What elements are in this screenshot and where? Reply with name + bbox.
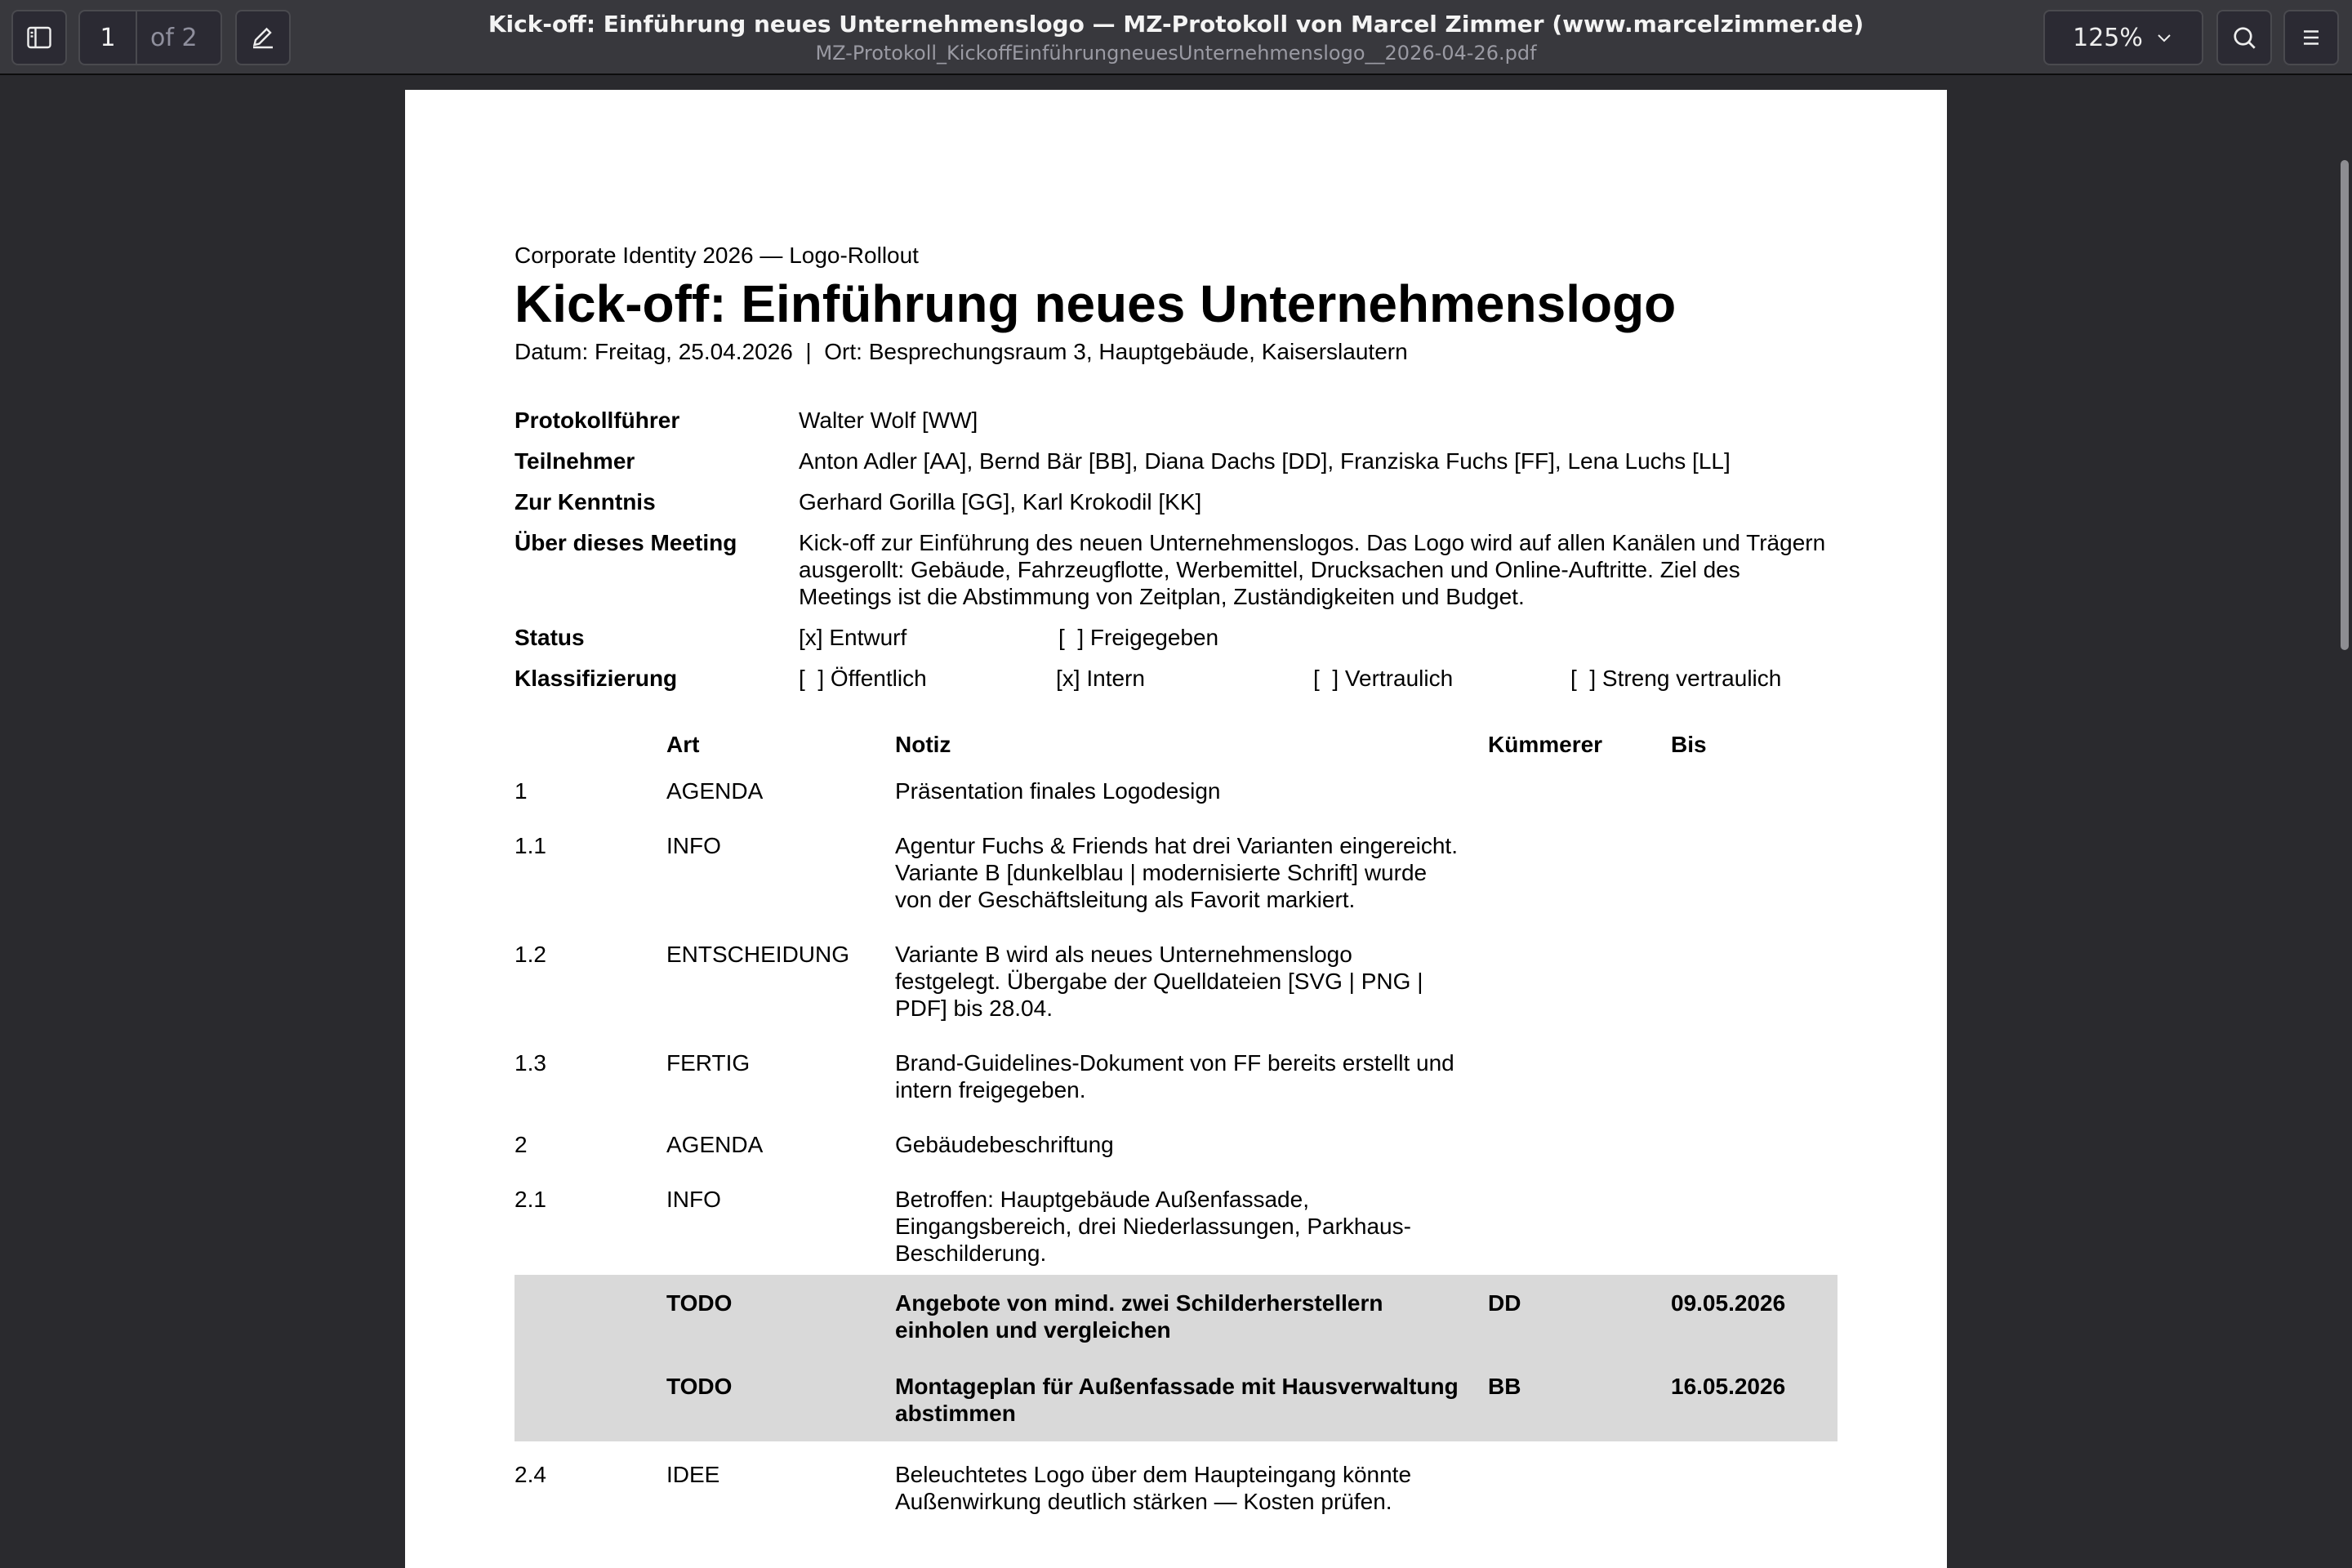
cell-nr: 1 (514, 778, 528, 804)
meta-label: Zur Kenntnis (514, 489, 656, 514)
cell-art: ENTSCHEIDUNG (666, 942, 850, 967)
meta-label: Klassifizierung (514, 666, 678, 691)
meta-label: Über dieses Meeting (514, 530, 737, 555)
klass-option: [ ] Öffentlich (799, 666, 927, 691)
cell-nr: 1.2 (514, 942, 546, 967)
cell-kuemmerer: DD (1488, 1275, 1671, 1358)
meta-value: Gerhard Gorilla [GG], Karl Krokodil [KK] (799, 489, 1202, 514)
col-header-kuemmerer: Kümmerer (1488, 732, 1603, 757)
cell-nr (514, 1275, 666, 1358)
search-button[interactable] (2216, 10, 2272, 65)
zoom-value: 125% (2073, 23, 2143, 52)
table-row-todo (514, 1275, 1838, 1358)
protocol-table (514, 731, 1838, 1543)
cell-nr: 1.3 (514, 1050, 546, 1076)
col-header-nr (514, 731, 666, 777)
meta-row-status (514, 624, 1838, 651)
page-total-label: of 2 (150, 23, 198, 52)
meta-value: Kick-off zur Einführung des neuen Unternehmenslogos. Das Logo wird auf allen Kanälen und Trägern ausgerollt: Gebäude, Fahrzeugflotte, Werbemittel, Drucksachen und Online-Auftritte. Ziel des Meetings ist die Abstimmung von Zeitplan, Zuständigkeiten und Budget. (799, 530, 1826, 609)
meta-row-teilnehmer (514, 448, 1838, 474)
chevron-down-icon (2154, 28, 2174, 47)
col-header-notiz: Notiz (895, 732, 951, 757)
table-header-row (514, 731, 1838, 777)
cell-bis (1671, 1049, 1838, 1131)
cell-art: AGENDA (666, 1132, 764, 1157)
table-row (514, 1441, 1838, 1543)
klass-option: [ ] Vertraulich (1313, 666, 1454, 691)
cell-bis (1671, 832, 1838, 941)
cell-art: INFO (666, 1187, 721, 1212)
annotate-button[interactable] (235, 10, 291, 65)
doc-dateline: Datum: Freitag, 25.04.2026 | Ort: Besprechungsraum 3, Hauptgebäude, Kaiserslautern (514, 339, 1408, 364)
cell-art: AGENDA (666, 778, 764, 804)
cell-notiz: Montageplan für Außenfassade mit Hausverwaltung abstimmen (895, 1358, 1488, 1441)
cell-art: IDEE (666, 1462, 720, 1487)
cell-nr: 2 (514, 1132, 528, 1157)
klass-option: [x] Intern (1056, 666, 1145, 691)
col-header-bis: Bis (1671, 732, 1707, 757)
cell-notiz: Präsentation finales Logodesign (895, 778, 1221, 804)
hamburger-menu-icon (2296, 23, 2326, 52)
cell-kuemmerer (1488, 1131, 1671, 1186)
cell-bis (1671, 1186, 1838, 1275)
cell-bis: 09.05.2026 (1671, 1275, 1838, 1358)
table-row (514, 941, 1838, 1049)
cell-kuemmerer (1488, 777, 1671, 832)
klassifizierung-options (799, 665, 1828, 692)
sidebar-toggle-button[interactable] (11, 10, 67, 65)
cell-bis (1671, 1441, 1838, 1543)
cell-art: TODO (666, 1358, 895, 1441)
pen-icon (248, 23, 278, 52)
meta-label: Status (514, 625, 585, 650)
status-option: [x] Entwurf (799, 625, 907, 650)
cell-notiz: Agentur Fuchs & Friends hat drei Varianten eingereicht. Variante B [dunkelblau | modernisierte Schrift] wurde von der Geschäftsleitung als Favorit markiert. (895, 833, 1458, 912)
cell-bis (1671, 1131, 1838, 1186)
cell-kuemmerer (1488, 1186, 1671, 1275)
cell-kuemmerer: BB (1488, 1358, 1671, 1441)
table-row-todo (514, 1358, 1838, 1441)
table-row (514, 1049, 1838, 1131)
cell-nr: 2.4 (514, 1462, 546, 1487)
table-row (514, 777, 1838, 832)
sidebar-icon (24, 23, 54, 52)
cell-notiz: Betroffen: Hauptgebäude Außenfassade, Eingangsbereich, drei Niederlassungen, Parkhaus-Beschilderung. (895, 1187, 1411, 1266)
cell-kuemmerer (1488, 1441, 1671, 1543)
cell-nr (514, 1358, 666, 1441)
cell-notiz: Beleuchtetes Logo über dem Haupteingang könnte Außenwirkung deutlich stärken — Kosten prüfen. (895, 1462, 1412, 1514)
zoom-select[interactable] (2043, 10, 2203, 65)
cell-art: TODO (666, 1275, 895, 1358)
search-icon (2230, 23, 2259, 52)
page-number-input[interactable]: 1 (80, 11, 137, 64)
col-header-art: Art (666, 732, 700, 757)
cell-notiz: Brand-Guidelines-Dokument von FF bereits erstellt und intern freigegeben. (895, 1050, 1454, 1102)
doc-title: Kick-off: Einführung neues Unternehmenslogo (514, 274, 1677, 333)
document-title: Kick-off: Einführung neues Unternehmenslogo — MZ-Protokoll von Marcel Zimmer (www.marcelzimmer.de) (488, 11, 1864, 38)
doc-subtitle: Corporate Identity 2026 — Logo-Rollout (514, 243, 919, 268)
table-row (514, 832, 1838, 941)
cell-notiz: Gebäudebeschriftung (895, 1132, 1114, 1157)
meta-block (514, 407, 1838, 692)
document-viewer[interactable] (0, 77, 2352, 1568)
meta-row-klassifizierung (514, 665, 1838, 692)
cell-bis (1671, 941, 1838, 1049)
document-title-area (294, 8, 2058, 65)
cell-nr: 1.1 (514, 833, 546, 858)
cell-notiz: Angebote von mind. zwei Schilderherstellern einholen und vergleichen (895, 1275, 1488, 1358)
cell-nr: 2.1 (514, 1187, 546, 1212)
cell-bis: 16.05.2026 (1671, 1358, 1838, 1441)
viewer-toolbar (0, 0, 2352, 75)
cell-notiz: Variante B wird als neues Unternehmenslogo festgelegt. Übergabe der Quelldateien [SVG | PNG | PDF] bis 28.04. (895, 942, 1423, 1021)
klass-option: [ ] Streng vertraulich (1570, 666, 1782, 691)
cell-art: FERTIG (666, 1050, 751, 1076)
cell-art: INFO (666, 833, 721, 858)
table-row (514, 1186, 1838, 1275)
meta-row-protokoll (514, 407, 1838, 434)
table-row (514, 1131, 1838, 1186)
vertical-scrollbar[interactable] (2341, 160, 2349, 650)
meta-row-kenntnis (514, 488, 1838, 515)
cell-kuemmerer (1488, 941, 1671, 1049)
cell-bis (1671, 777, 1838, 832)
pdf-page (405, 90, 1947, 1568)
menu-button[interactable] (2283, 10, 2339, 65)
status-option: [ ] Freigegeben (1058, 625, 1219, 650)
meta-label: Protokollführer (514, 408, 680, 433)
cell-kuemmerer (1488, 832, 1671, 941)
cell-kuemmerer (1488, 1049, 1671, 1131)
meta-label: Teilnehmer (514, 448, 635, 474)
meta-value: Walter Wolf [WW] (799, 408, 978, 433)
status-options (799, 624, 1828, 651)
page-content (514, 242, 1838, 1543)
meta-value: Anton Adler [AA], Bernd Bär [BB], Diana Dachs [DD], Franziska Fuchs [FF], Lena Luchs [LL] (799, 448, 1731, 474)
meta-row-about (514, 529, 1838, 610)
document-filename: MZ-Protokoll_KickoffEinführungneuesUnternehmenslogo__2026-04-26.pdf (815, 42, 1537, 65)
page-navigator (78, 10, 222, 65)
